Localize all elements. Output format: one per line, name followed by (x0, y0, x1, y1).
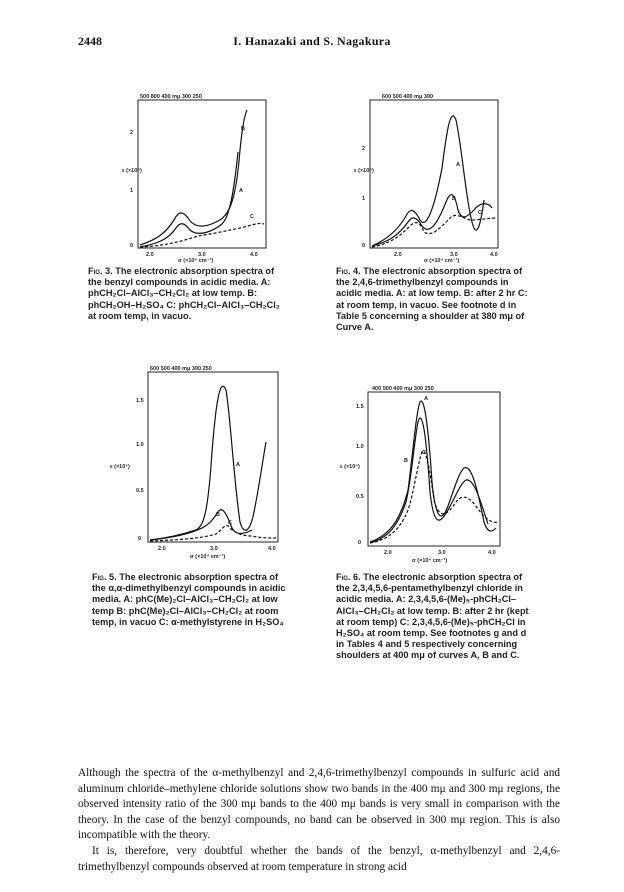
y-tick: 0 (138, 536, 142, 542)
x-axis-label: σ (×10⁴ cm⁻¹) (424, 258, 460, 264)
x-tick: 2.0 (384, 550, 392, 556)
page-number: 2448 (78, 34, 102, 48)
curve-c (140, 223, 264, 247)
figure-3 (122, 90, 278, 264)
curve-label: B (216, 512, 220, 518)
curve-label: B (241, 126, 245, 132)
figure-4-caption: Fig. 4. The electronic absorption spectra of the 2,4,6-trimethylbenzyl compounds in acidic media. A: at low temp. B: after 2 hr C: at room temp, in vacuo. See footnote d in Table 5 concerning a shoulder at 380 mμ of Curve A. (336, 266, 528, 333)
y-tick: 1.5 (136, 398, 144, 404)
top-wavelength-ticks: 500 800 400 mμ 300 250 (140, 94, 202, 100)
top-wavelength-ticks: 400 500 400 mμ 300 250 (372, 386, 434, 392)
running-title: I. Hanazaki and S. Nagakura (233, 34, 391, 48)
top-wavelength-ticks: 600 500 400 mμ 300 250 (150, 366, 212, 372)
figure-4 (354, 90, 510, 264)
figure-5-caption: Fig. 5. The electronic absorption spectra of the α,α-dimethylbenzyl compounds in acidic media. A: phC(Me)₂Cl–AlCl₃–CH₂Cl₂ at low temp B: phC(Me)₂Cl–AlCl₃–CH₂Cl₂ at room temp, in vacuo C: α-methylstyrene in H₂SO₄ (92, 572, 286, 627)
figure-3-caption: Fig. 3. The electronic absorption spectra of the benzyl compounds in acidic media. A: phCH₂Cl–AlCl₃–CH₂Cl₂ at low temp. B: phCH₂OH–H₂SO₄ C: phCH₂Cl–AlCl₃–CH₂Cl₂ at room temp, in vacuo. (88, 266, 280, 321)
curve-c (150, 526, 276, 541)
y-tick: 0 (358, 540, 362, 546)
paragraph: It is, therefore, very doubtful whether the bands of the benzyl, α-methylbenzyl and 2,4,6-trimethylbenzyl compounds observed at room temperature in strong acid (78, 844, 560, 873)
curve-a (372, 116, 484, 246)
curve-c (372, 215, 496, 247)
y-tick: 0.5 (136, 488, 144, 494)
y-tick: 0.5 (356, 494, 364, 500)
curve-label: B (404, 458, 408, 464)
x-tick: 3.0 (438, 550, 446, 556)
x-axis-label: σ (×10⁴ cm⁻¹) (412, 558, 448, 564)
curve-label: A (456, 162, 460, 168)
curve-b (370, 418, 488, 543)
curve-a (140, 110, 247, 245)
paragraph: Although the spectra of the α-methylbenzyl and 2,4,6-trimethylbenzyl compounds in sulfuric acid and aluminum chloride–methylene chloride solutions show two bands in the 400 mμ and 300 mμ regions, the observed intensity ratio of the 300 mμ bands to the 400 mμ bands is very small in comparison with the theory. In the case of the benzyl compounds, no band can be observed in 300 mμ region. This is also incompatible with the theory. (78, 767, 560, 842)
curve-label: A (236, 462, 240, 468)
x-tick: 4.0 (268, 546, 276, 552)
y-tick: 2 (362, 146, 366, 152)
y-tick: 2 (130, 130, 134, 136)
y-axis-label: ε (×10⁴) (110, 464, 130, 470)
curve-a (150, 386, 266, 540)
curve-label: C (422, 450, 426, 456)
x-tick: 4.0 (488, 550, 496, 556)
curve-b (140, 152, 238, 247)
y-axis-label: ε (×10⁴) (122, 168, 142, 174)
figure-6 (340, 382, 510, 566)
curve-a (370, 401, 496, 542)
x-tick: 3.0 (210, 546, 218, 552)
y-tick: 0 (362, 243, 366, 249)
x-tick: 3.0 (450, 252, 458, 258)
y-tick: 0 (130, 243, 134, 249)
figure-6-caption: Fig. 6. The electronic absorption spectra of the 2,3,4,5,6-pentamethylbenzyl chloride in acidic media. A: 2,3,4,5,6-(Me)₅-phCH₂Cl–AlCl₃–CH₂Cl₂ at low temp. B: after 2 hr (kept at room temp) C: 2,3,4,5,6-(Me)₅-phCH₂Cl in H₂SO₄ at room temp. See footnotes g and d in Tables 4 and 5 respectively concerning shoulders at 400 mμ of curves A, B and C. (336, 572, 529, 661)
running-header (0, 34, 624, 50)
curve-label: A (239, 188, 243, 194)
x-tick: 4.0 (250, 252, 258, 258)
y-axis-label: ε (×10⁴) (340, 464, 360, 470)
y-tick: 1 (130, 188, 134, 194)
y-tick: 1 (362, 196, 366, 202)
x-axis-label: σ (×10⁴ cm⁻¹) (190, 554, 226, 560)
top-wavelength-ticks: 600 500 400 mμ 300 (382, 94, 434, 100)
y-tick: 1.0 (356, 444, 364, 450)
figure-5 (110, 362, 288, 562)
x-tick: 3.0 (198, 252, 206, 258)
x-tick: 2.0 (158, 546, 166, 552)
curve-label: C (478, 210, 482, 216)
x-tick: 2.0 (394, 252, 402, 258)
y-tick: 1.0 (136, 442, 144, 448)
x-axis-label: σ (×10⁴ cm⁻¹) (178, 258, 214, 264)
y-axis-label: ε (×10⁴) (354, 168, 374, 174)
curve-label: C (250, 214, 254, 220)
curve-label: A (424, 396, 428, 402)
body-text (78, 766, 560, 875)
curve-label: B (452, 196, 456, 202)
x-tick: 2.0 (146, 252, 154, 258)
x-tick: 4.0 (490, 252, 498, 258)
y-tick: 1.5 (356, 404, 364, 410)
curve-label: C (228, 520, 232, 526)
